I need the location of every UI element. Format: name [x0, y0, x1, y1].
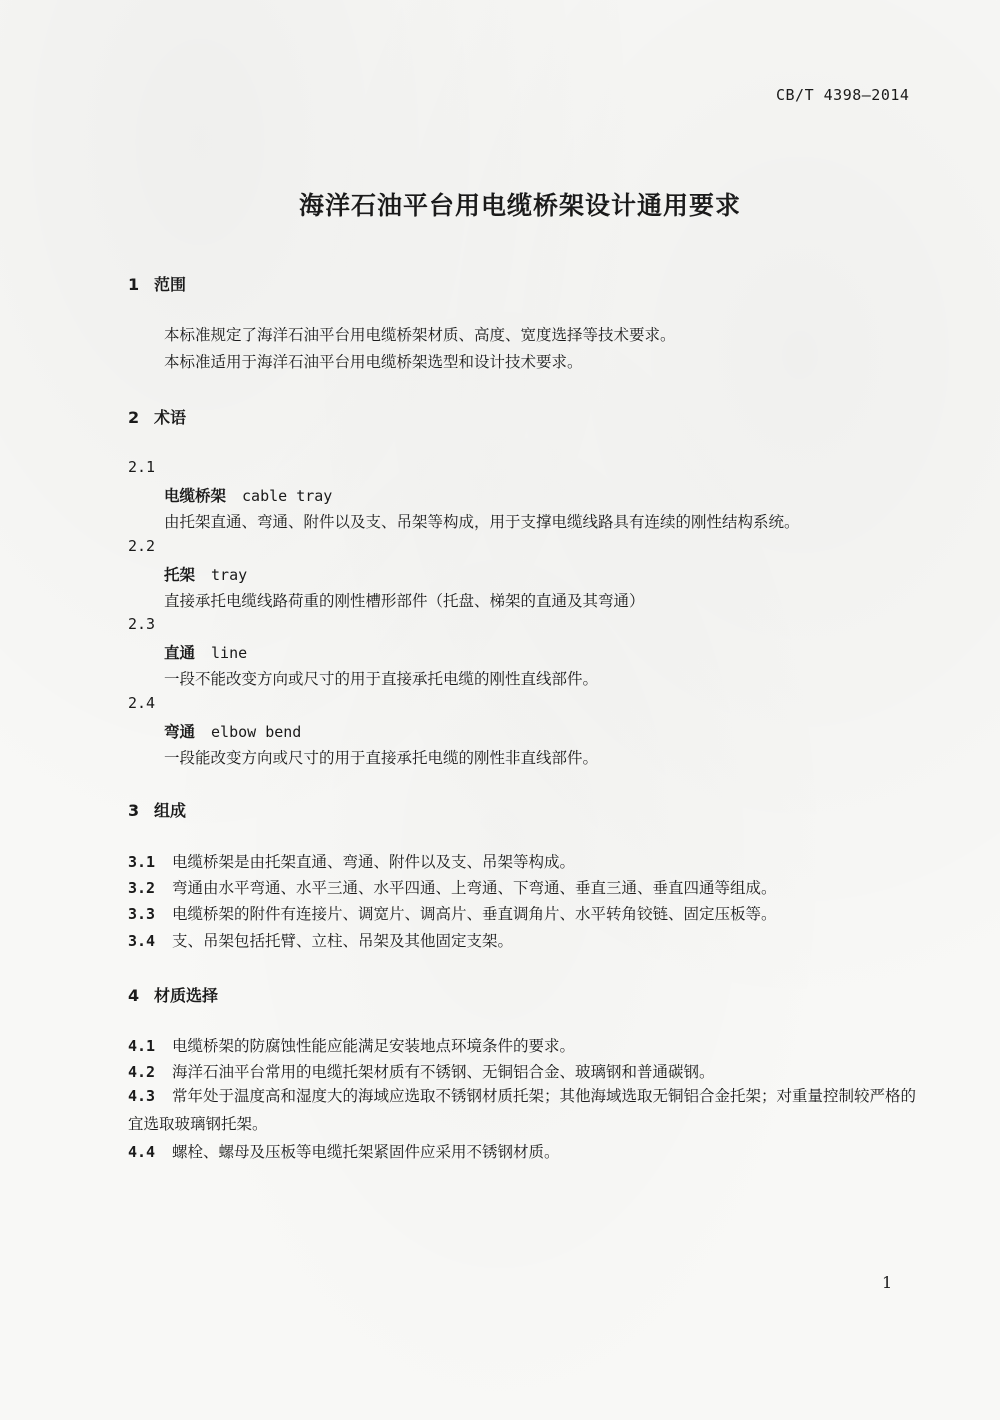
- clause: 3.4 支、吊架包括托臂、立柱、吊架及其他固定支架。: [128, 932, 514, 950]
- page-title: 海洋石油平台用电缆桥架设计通用要求: [298, 191, 741, 220]
- clause: 4.1 电缆桥架的防腐蚀性能应能满足安装地点环境条件的要求。: [128, 1037, 576, 1055]
- term-definition: 由托架直通、弯通、附件以及支、吊架等构成，用于支撑电缆线路具有连续的刚性结构系统。: [164, 513, 800, 531]
- page-number: 1: [882, 1273, 893, 1292]
- term-definition: 一段不能改变方向或尺寸的用于直接承托电缆的刚性直线部件。: [164, 670, 599, 688]
- clause: 3.2 弯通由水平弯通、水平三通、水平四通、上弯通、下弯通、垂直三通、垂直四通等组成。: [128, 879, 777, 897]
- section-heading-1: 1 范围: [128, 275, 187, 294]
- term-heading: 弯通 elbow bend: [164, 723, 302, 741]
- clause: 4.3 常年处于温度高和湿度大的海域应选取不锈钢材质托架；其他海域选取无铜铝合金托架；对重量控制较严格的宜选取玻璃钢托架。: [128, 1087, 917, 1133]
- section-heading-3: 3 组成: [128, 801, 187, 820]
- term-heading: 托架 tray: [164, 566, 248, 584]
- term-heading: 电缆桥架 cable tray: [164, 487, 333, 505]
- term-definition: 一段能改变方向或尺寸的用于直接承托电缆的刚性非直线部件。: [164, 749, 599, 767]
- standard-code: CB/T 4398—2014: [776, 86, 910, 104]
- term-number: 2.2: [128, 537, 156, 555]
- paragraph: 本标准适用于海洋石油平台用电缆桥架选型和设计技术要求。: [164, 353, 583, 371]
- section-heading-4: 4 材质选择: [128, 986, 219, 1005]
- paragraph: 本标准规定了海洋石油平台用电缆桥架材质、高度、宽度选择等技术要求。: [164, 326, 676, 344]
- term-number: 2.4: [128, 694, 156, 712]
- clause: 4.2 海洋石油平台常用的电缆托架材质有不锈钢、无铜铝合金、玻璃钢和普通碳钢。: [128, 1063, 715, 1081]
- clause: 3.1 电缆桥架是由托架直通、弯通、附件以及支、吊架等构成。: [128, 853, 576, 871]
- section-heading-2: 2 术语: [128, 408, 187, 427]
- term-number: 2.3: [128, 615, 156, 633]
- clause: 3.3 电缆桥架的附件有连接片、调宽片、调高片、垂直调角片、水平转角铰链、固定压板等。: [128, 905, 777, 923]
- term-number: 2.1: [128, 458, 156, 476]
- term-definition: 直接承托电缆线路荷重的刚性槽形部件（托盘、梯架的直通及其弯通）: [164, 592, 645, 610]
- clause: 4.4 螺栓、螺母及压板等电缆托架紧固件应采用不锈钢材质。: [128, 1143, 560, 1161]
- term-heading: 直通 line: [164, 644, 248, 662]
